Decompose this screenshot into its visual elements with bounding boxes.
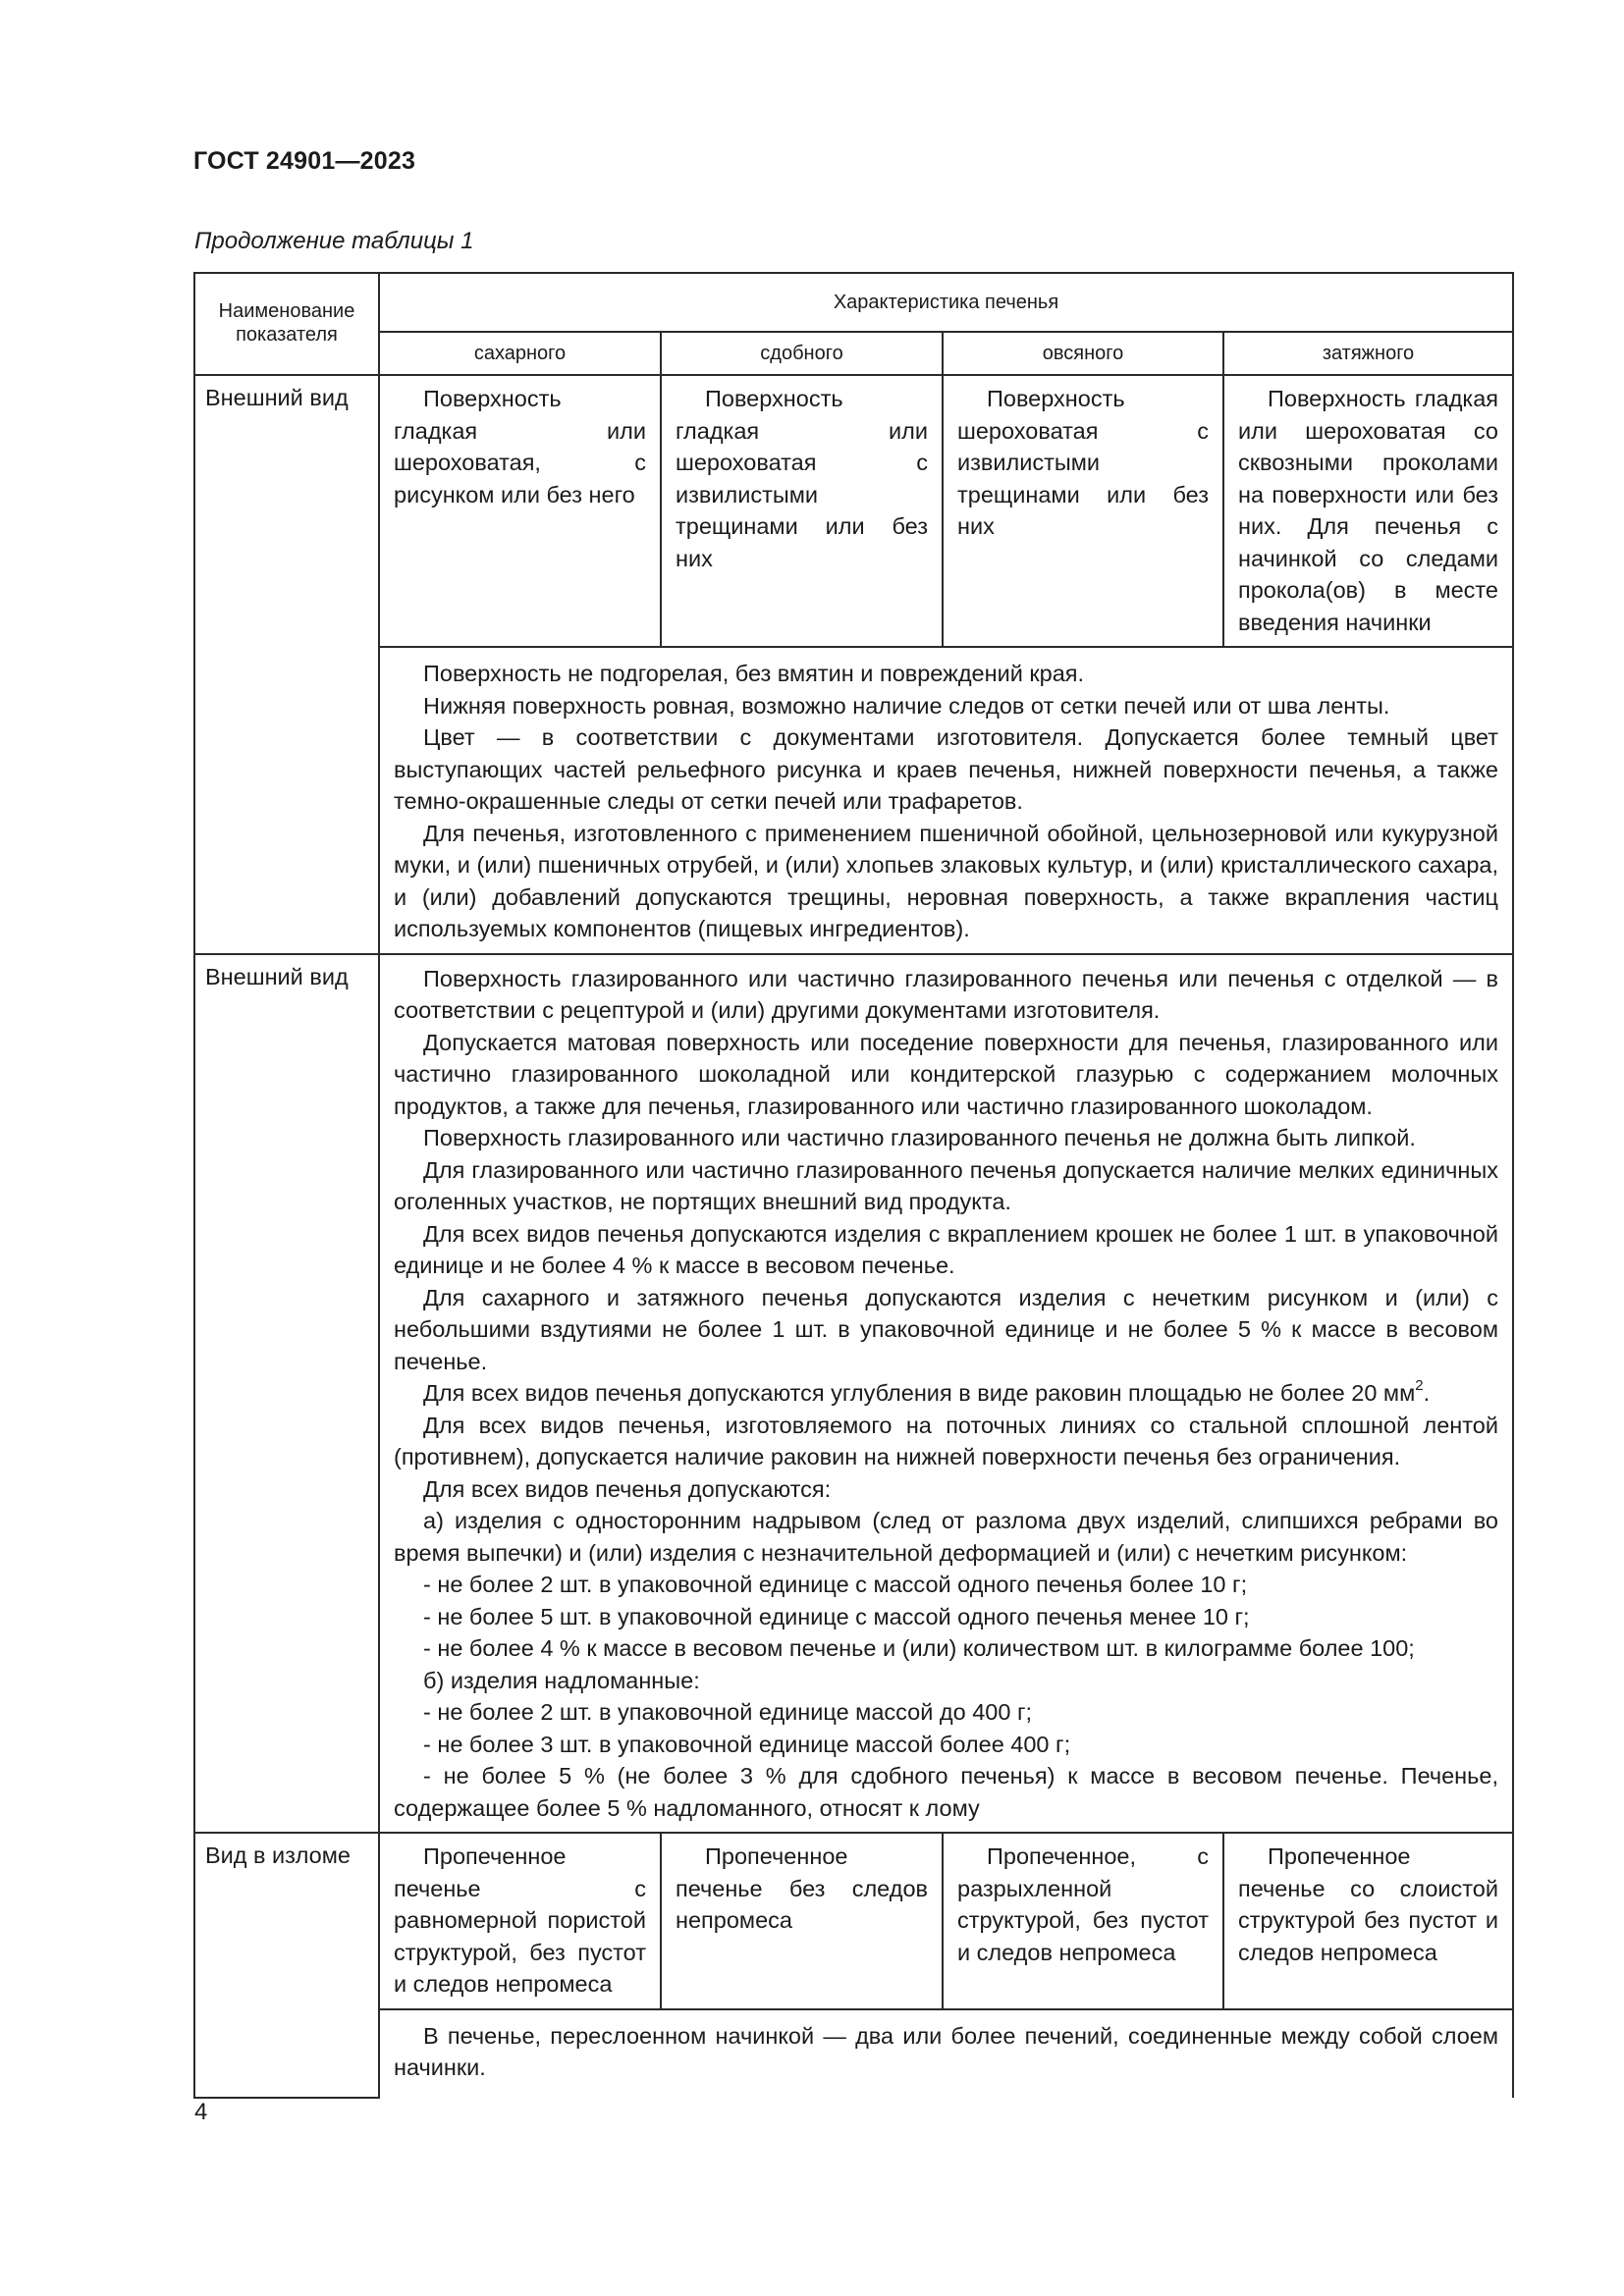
common-text-cell (379, 954, 1513, 1834)
list-item: - не более 4 % к массе в весовом печенье и (или) количеством шт. в килограмме более 100; (423, 1635, 1415, 1661)
row-label: Внешний вид (194, 375, 379, 954)
table-row (194, 1833, 1513, 2009)
row-label: Вид в изломе (194, 1833, 379, 2098)
table-cell (943, 1833, 1223, 2009)
common-text-cell (379, 2009, 1513, 2098)
row-label: Внешний вид (194, 954, 379, 1834)
subheader-sugar: сахарного (379, 332, 661, 375)
header-characteristic: Характеристика печенья (379, 273, 1513, 332)
cell-text: Пропеченное печенье без следов непромеса (676, 1843, 928, 1933)
header-indicator-name: Наименование показателя (194, 273, 379, 375)
paragraph: Цвет — в соответствии с документами изготовителя. Допускается более темный цвет выступающих частей рельефного рисунка и краев печенья, нижней поверхности печенья, а также темно-окрашенные следы от сетки печей или трафаретов. (394, 724, 1498, 814)
paragraph: Допускается матовая поверхность или поседение поверхности для печенья, глазированного или частично глазированного шоколадной или кондитерской глазурью с содержанием молочных продуктов, а также для печенья, глазированного или частично глазированного шоколадом. (394, 1029, 1498, 1119)
list-item: - не более 3 шт. в упаковочной единице массой более 400 г; (423, 1731, 1071, 1757)
subheader-oat: овсяного (943, 332, 1223, 375)
table-cell (943, 375, 1223, 647)
paragraph: Для печенья, изготовленного с применением пшеничной обойной, цельнозерновой или кукурузной муки, и (или) пшеничных отрубей, и (или) хлопьев злаковых культур, и (или) кристаллического сахара, и (или) добавлений допускаются трещины, неровная поверхность, а также вкрапления частиц используемых компонентов (пищевых ингредиентов). (394, 820, 1498, 941)
document-header: ГОСТ 24901—2023 (193, 147, 416, 175)
table-row (194, 375, 1513, 647)
table-row (194, 2009, 1513, 2098)
subheader-rich: сдобного (661, 332, 943, 375)
table-cell (1223, 1833, 1513, 2009)
common-text-cell (379, 647, 1513, 954)
paragraph: Для глазированного или частично глазированного печенья допускается наличие мелких единичных оголенных участков, не портящих внешний вид продукта. (394, 1156, 1498, 1214)
paragraph: Поверхность глазированного или частично глазированного печенья или печенья с отделкой — в соответствии с рецептурой и (или) другими документами изготовителя. (394, 965, 1498, 1023)
cell-text: Поверхность гладкая или шероховатая с извилистыми трещинами или без них (676, 386, 928, 571)
characteristics-table (193, 272, 1514, 2099)
paragraph: Поверхность глазированного или частично глазированного печенья не должна быть липкой. (423, 1125, 1416, 1150)
paragraph-text: Для всех видов печенья допускаются углубления в виде раковин площадью не более 20 мм (423, 1380, 1416, 1406)
table-cell (379, 375, 661, 647)
table-cell (661, 375, 943, 647)
cell-text: Поверхность гладкая или шероховатая со сквозными проколами на поверхности или без них. Для печенья с начинкой со следами прокола(ов) в месте введения начинки (1238, 386, 1498, 635)
list-item: - не более 2 шт. в упаковочной единице с массой одного печенья более 10 г; (423, 1572, 1248, 1597)
cell-text: Пропеченное печенье со слоистой структурой без пустот и следов непромеса (1238, 1843, 1498, 1965)
table-subheader-row (194, 332, 1513, 375)
table-row (194, 954, 1513, 1834)
cell-text: Пропеченное печенье с равномерной пористой структурой, без пустот и следов непромеса (394, 1843, 646, 1997)
paragraph: Для всех видов печенья допускаются: (423, 1475, 832, 1502)
paragraph: Поверхность не подгорелая, без вмятин и повреждений края. (423, 661, 1085, 686)
paragraph: б) изделия надломанные: (423, 1667, 700, 1693)
cell-text: Поверхность шероховатая с извилистыми трещинами или без них (957, 386, 1209, 539)
paragraph: Для всех видов печенья допускаются изделия с вкраплением крошек не более 1 шт. в упаковочной единице и не более 4 % к массе в весовом печенье. (394, 1220, 1498, 1278)
table-caption: Продолжение таблицы 1 (194, 228, 474, 254)
paragraph: Для сахарного и затяжного печенья допускаются изделия с нечетким рисунком и (или) с небольшими вздутиями не более 1 шт. в упаковочной единице и не более 5 % к массе в весовом печенье. (394, 1284, 1498, 1374)
list-item: - не более 2 шт. в упаковочной единице массой до 400 г; (423, 1699, 1033, 1725)
cell-text: Пропеченное, с разрыхленной структурой, без пустот и следов непромеса (957, 1843, 1209, 1965)
table-cell (379, 1833, 661, 2009)
paragraph: Нижняя поверхность ровная, возможно наличие следов от сетки печей или от шва ленты. (423, 692, 1390, 719)
paragraph: Для всех видов печенья, изготовляемого на поточных линиях со стальной сплошной лентой (противнем), допускается наличие раковин на нижней поверхности печенья без ограничения. (394, 1412, 1498, 1469)
table-cell (1223, 375, 1513, 647)
list-item: - не более 5 % (не более 3 % для сдобного печенья) к массе в весовом печенье. Печенье, содержащее более 5 % надломанного, относят к лому (394, 1763, 1498, 1821)
table-cell (661, 1833, 943, 2009)
paragraph: а) изделия с односторонним надрывом (след от разлома двух изделий, слипшихся ребрами во время выпечки) и (или) изделия с незначительной деформацией и (или) с нечетким рисунком: (394, 1508, 1498, 1566)
subheader-hard: затяжного (1223, 332, 1513, 375)
cell-text: Поверхность гладкая или шероховатая, с рисунком или без него (394, 386, 646, 507)
paragraph: В печенье, переслоенном начинкой — два или более печений, соединенные между собой слоем начинки. (394, 2022, 1498, 2080)
list-item: - не более 5 шт. в упаковочной единице с массой одного печенья менее 10 г; (423, 1603, 1250, 1629)
table-row (194, 647, 1513, 954)
page-number: 4 (194, 2099, 208, 2125)
paragraph (394, 1377, 1498, 1410)
superscript: 2 (1415, 1377, 1424, 1395)
paragraph-tail: . (1423, 1380, 1431, 1406)
table-header-row (194, 273, 1513, 332)
